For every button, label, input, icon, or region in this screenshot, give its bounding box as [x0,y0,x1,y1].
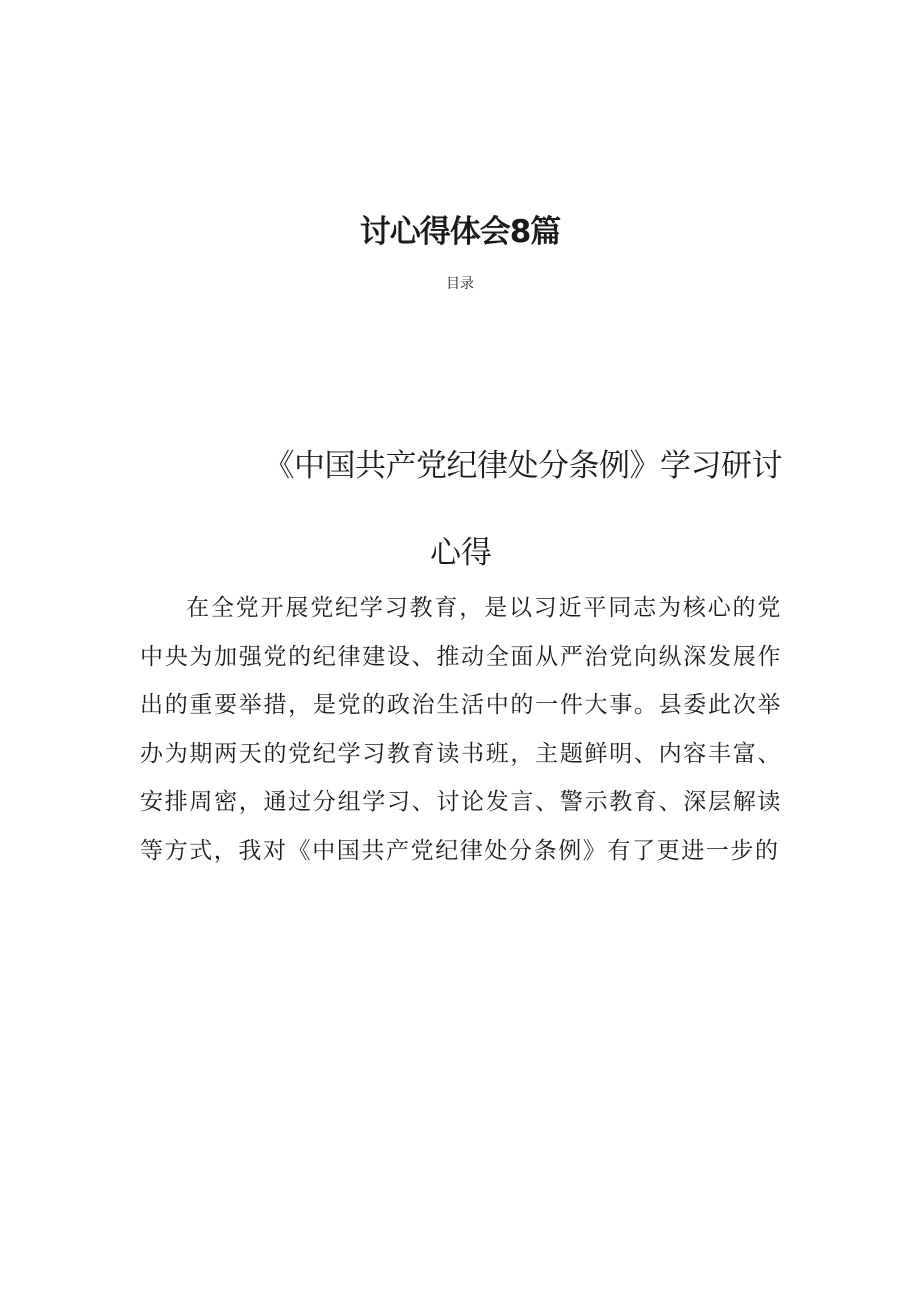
section-heading [140,440,782,579]
section-heading-line2: 心得 [430,535,492,571]
table-of-contents-label: 目录 [446,276,474,292]
section-heading-line1: 《中国共产党纪律处分条例》学习研讨 [263,448,782,484]
body-paragraph: 在全党开展党纪学习教育，是以习近平同志为核心的党中央为加强党的纪律建设、推动全面从严治党向纵深发展作出的重要举措，是党的政治生活中的一件大事。县委此次举办为期两天的党纪学习教育读书班，主题鲜明、内容丰富、安排周密，通过分组学习、讨论发言、警示教育、深层解读等方式，我对《中国共产党纪律处分条例》有了更进一步的 [140,595,782,864]
document-title: 讨心得体会8篇 [359,214,561,250]
